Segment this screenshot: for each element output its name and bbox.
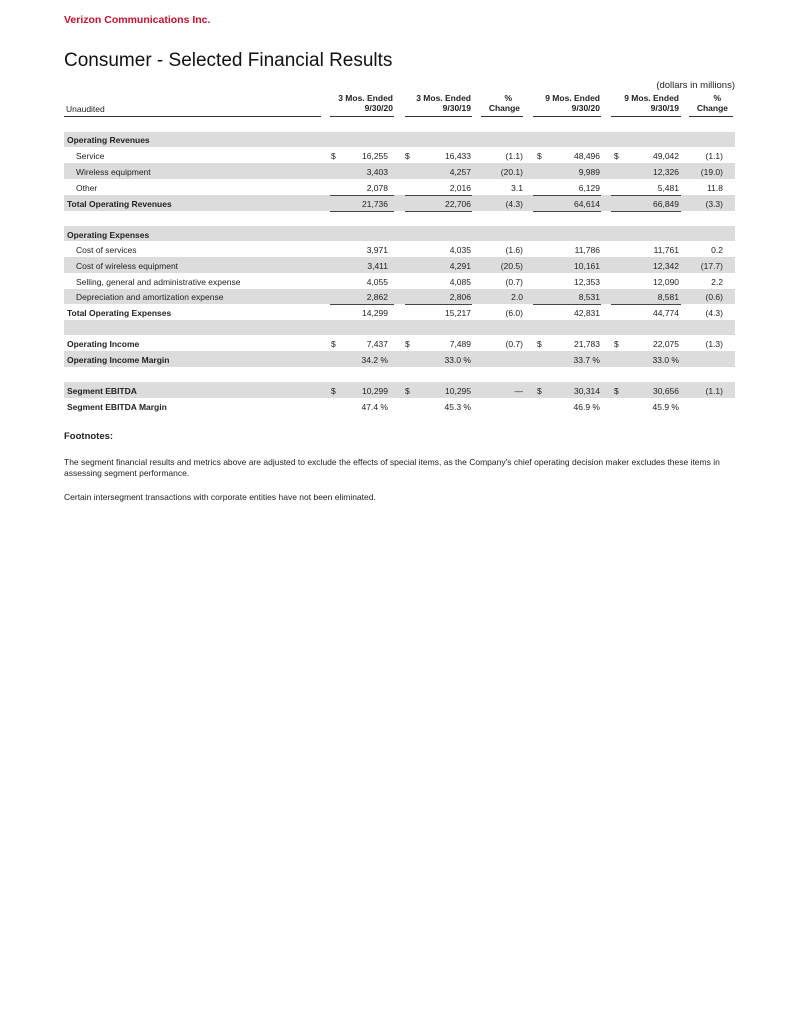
dollar-sign: $ — [537, 339, 542, 349]
column-header-line2: Change — [696, 103, 728, 113]
value-pct-change-9mo: (4.3) — [705, 308, 723, 318]
column-header-line2: 9/30/20 — [571, 103, 600, 113]
value-3mo-2020: 4,055 — [366, 277, 388, 287]
table-row — [64, 258, 735, 273]
column-header-line1: 9 Mos. Ended — [545, 93, 600, 103]
column-header-3mo-2020 — [330, 93, 393, 113]
table-row — [64, 180, 735, 195]
value-pct-change-9mo: (1.1) — [705, 386, 723, 396]
value-3mo-2019: 4,085 — [449, 277, 471, 287]
value-3mo-2019: 16,433 — [445, 151, 471, 161]
table-row — [64, 148, 735, 163]
value-3mo-2020: 14,299 — [362, 308, 388, 318]
value-9mo-2019: 12,326 — [653, 167, 679, 177]
column-header-line1: 3 Mos. Ended — [416, 93, 471, 103]
dollar-sign: $ — [331, 386, 336, 396]
row-label: Operating Income — [67, 339, 140, 349]
value-9mo-2020: 8,531 — [578, 292, 600, 302]
value-pct-change-3mo: (1.1) — [505, 151, 523, 161]
value-pct-change-9mo: 0.2 — [711, 245, 723, 255]
value-9mo-2020: 21,783 — [574, 339, 600, 349]
value-9mo-2020: 48,496 — [574, 151, 600, 161]
company-name: Verizon Communications Inc. — [64, 14, 211, 26]
row-label: Cost of services — [76, 245, 137, 255]
footnote-text: Certain intersegment transactions with corporate entities have not been eliminated. — [64, 492, 376, 502]
value-3mo-2019: 4,291 — [449, 261, 471, 271]
row-label: Total Operating Revenues — [67, 199, 172, 209]
units-note: (dollars in millions) — [656, 80, 735, 91]
value-9mo-2019: 33.0 % — [652, 355, 679, 365]
column-header-line1: 3 Mos. Ended — [338, 93, 393, 103]
column-header-line2: 9/30/19 — [442, 103, 471, 113]
dollar-sign: $ — [331, 151, 336, 161]
row-label: Cost of wireless equipment — [76, 261, 179, 271]
row-label: Total Operating Expenses — [67, 308, 172, 318]
value-3mo-2020: 34.2 % — [361, 355, 388, 365]
column-header-pct-change-3mo — [478, 93, 520, 113]
value-pct-change-9mo: 11.8 — [707, 183, 723, 193]
value-3mo-2020: 16,255 — [362, 151, 388, 161]
value-9mo-2020: 30,314 — [574, 386, 600, 396]
header-rule — [64, 116, 321, 117]
column-header-3mo-2019 — [407, 93, 471, 113]
column-header-9mo-2020 — [534, 93, 600, 113]
value-9mo-2020: 9,989 — [578, 167, 600, 177]
dollar-sign: $ — [614, 339, 619, 349]
value-pct-change-3mo: (0.7) — [505, 339, 523, 349]
table-row — [64, 383, 735, 398]
row-label: Segment EBITDA Margin — [67, 402, 167, 412]
row-label: Segment EBITDA — [67, 386, 137, 396]
header-rule — [611, 116, 681, 117]
value-pct-change-9mo: (17.7) — [700, 261, 723, 271]
total-rule — [330, 211, 394, 212]
column-header-line2: 9/30/20 — [364, 103, 393, 113]
value-pct-change-9mo: (3.3) — [705, 199, 723, 209]
header-rule — [330, 116, 394, 117]
value-9mo-2019: 22,075 — [653, 339, 679, 349]
footnotes-title: Footnotes: — [64, 431, 114, 442]
value-9mo-2020: 64,614 — [574, 199, 600, 209]
value-3mo-2019: 2,806 — [449, 292, 471, 302]
value-3mo-2019: 22,706 — [445, 199, 471, 209]
dollar-sign: $ — [537, 386, 542, 396]
value-pct-change-3mo: (1.6) — [505, 245, 523, 255]
dollar-sign: $ — [405, 386, 410, 396]
dollar-sign: $ — [537, 151, 542, 161]
value-9mo-2019: 44,774 — [653, 308, 679, 318]
header-rule — [533, 116, 601, 117]
value-pct-change-9mo: (19.0) — [700, 167, 723, 177]
value-3mo-2019: 33.0 % — [444, 355, 471, 365]
column-header-line1: % — [713, 93, 721, 103]
value-3mo-2020: 3,403 — [366, 167, 388, 177]
column-header-line1: % — [504, 93, 512, 103]
value-3mo-2019: 15,217 — [445, 308, 471, 318]
table-row — [64, 274, 735, 289]
value-9mo-2019: 5,481 — [657, 183, 679, 193]
value-3mo-2019: 45.3 % — [444, 402, 471, 412]
value-pct-change-3mo: (20.5) — [500, 261, 523, 271]
dollar-sign: $ — [331, 339, 336, 349]
value-9mo-2019: 66,849 — [653, 199, 679, 209]
footnote-text: The segment financial results and metrics above are adjusted to exclude the effects of special items, as the Company's chief operating decision maker excludes these items in assessing segment performance. — [64, 457, 720, 478]
row-label: Wireless equipment — [76, 167, 151, 177]
dollar-sign: $ — [405, 339, 410, 349]
value-9mo-2019: 12,342 — [653, 261, 679, 271]
total-rule — [533, 211, 601, 212]
value-3mo-2020: 2,078 — [366, 183, 388, 193]
dollar-sign: $ — [614, 151, 619, 161]
value-9mo-2019: 30,656 — [653, 386, 679, 396]
column-header-line2: Change — [488, 103, 520, 113]
total-rule — [611, 211, 681, 212]
column-header-pct-change-9mo — [688, 93, 728, 113]
value-9mo-2019: 8,581 — [657, 292, 679, 302]
dollar-sign: $ — [405, 151, 410, 161]
value-3mo-2020: 3,971 — [366, 245, 388, 255]
header-rule — [405, 116, 472, 117]
row-label: Service — [76, 151, 105, 161]
table-row — [64, 242, 735, 257]
value-pct-change-3mo: 3.1 — [511, 183, 523, 193]
value-3mo-2020: 7,437 — [366, 339, 388, 349]
value-9mo-2020: 6,129 — [578, 183, 600, 193]
row-band — [64, 320, 735, 335]
header-rule — [481, 116, 523, 117]
value-3mo-2020: 21,736 — [362, 199, 388, 209]
header-rule — [689, 116, 733, 117]
value-pct-change-3mo: (0.7) — [505, 277, 523, 287]
column-header-line2: 9/30/19 — [650, 103, 679, 113]
value-3mo-2019: 7,489 — [449, 339, 471, 349]
value-9mo-2020: 11,786 — [574, 245, 600, 255]
value-pct-change-3mo: (20.1) — [500, 167, 523, 177]
page-title: Consumer - Selected Financial Results — [64, 50, 393, 71]
section-header-revenues — [64, 132, 735, 147]
total-rule — [405, 211, 472, 212]
value-pct-change-3mo: 2.0 — [511, 292, 523, 302]
value-pct-change-3mo: — — [514, 386, 523, 396]
section-title: Operating Expenses — [67, 230, 150, 240]
value-9mo-2019: 45.9 % — [652, 402, 679, 412]
value-3mo-2020: 3,411 — [367, 261, 388, 271]
section-title: Operating Revenues — [67, 135, 150, 145]
table-row — [64, 336, 735, 351]
dollar-sign: $ — [614, 386, 619, 396]
value-pct-change-3mo: (6.0) — [505, 308, 523, 318]
value-pct-change-9mo: (1.1) — [705, 151, 723, 161]
value-pct-change-9mo: 2.2 — [711, 277, 723, 287]
total-row — [64, 305, 735, 320]
value-3mo-2019: 10,295 — [445, 386, 471, 396]
value-9mo-2020: 10,161 — [574, 261, 600, 271]
value-3mo-2020: 10,299 — [362, 386, 388, 396]
row-label: Selling, general and administrative expense — [76, 277, 241, 287]
value-9mo-2020: 46.9 % — [573, 402, 600, 412]
column-header-line1: 9 Mos. Ended — [624, 93, 679, 103]
value-pct-change-3mo: (4.3) — [505, 199, 523, 209]
section-header-expenses — [64, 227, 735, 242]
table-row — [64, 399, 735, 414]
value-9mo-2019: 11,761 — [653, 245, 679, 255]
value-3mo-2020: 2,862 — [366, 292, 388, 302]
table-row — [64, 164, 735, 179]
value-9mo-2019: 49,042 — [653, 151, 679, 161]
column-header-9mo-2019 — [612, 93, 679, 113]
row-label: Other — [76, 183, 98, 193]
unaudited-label: Unaudited — [66, 104, 105, 114]
value-pct-change-9mo: (1.3) — [705, 339, 723, 349]
total-row — [64, 196, 735, 211]
value-9mo-2020: 12,353 — [574, 277, 600, 287]
table-row — [64, 352, 735, 367]
value-pct-change-9mo: (0.6) — [705, 292, 723, 302]
value-9mo-2020: 33.7 % — [573, 355, 600, 365]
value-9mo-2020: 42,831 — [574, 308, 600, 318]
value-3mo-2020: 47.4 % — [361, 402, 388, 412]
value-9mo-2019: 12,090 — [653, 277, 679, 287]
row-label: Depreciation and amortization expense — [76, 292, 224, 302]
value-3mo-2019: 4,035 — [449, 245, 471, 255]
table-row — [64, 289, 735, 304]
row-label: Operating Income Margin — [67, 355, 170, 365]
value-3mo-2019: 2,016 — [449, 183, 471, 193]
value-3mo-2019: 4,257 — [449, 167, 471, 177]
